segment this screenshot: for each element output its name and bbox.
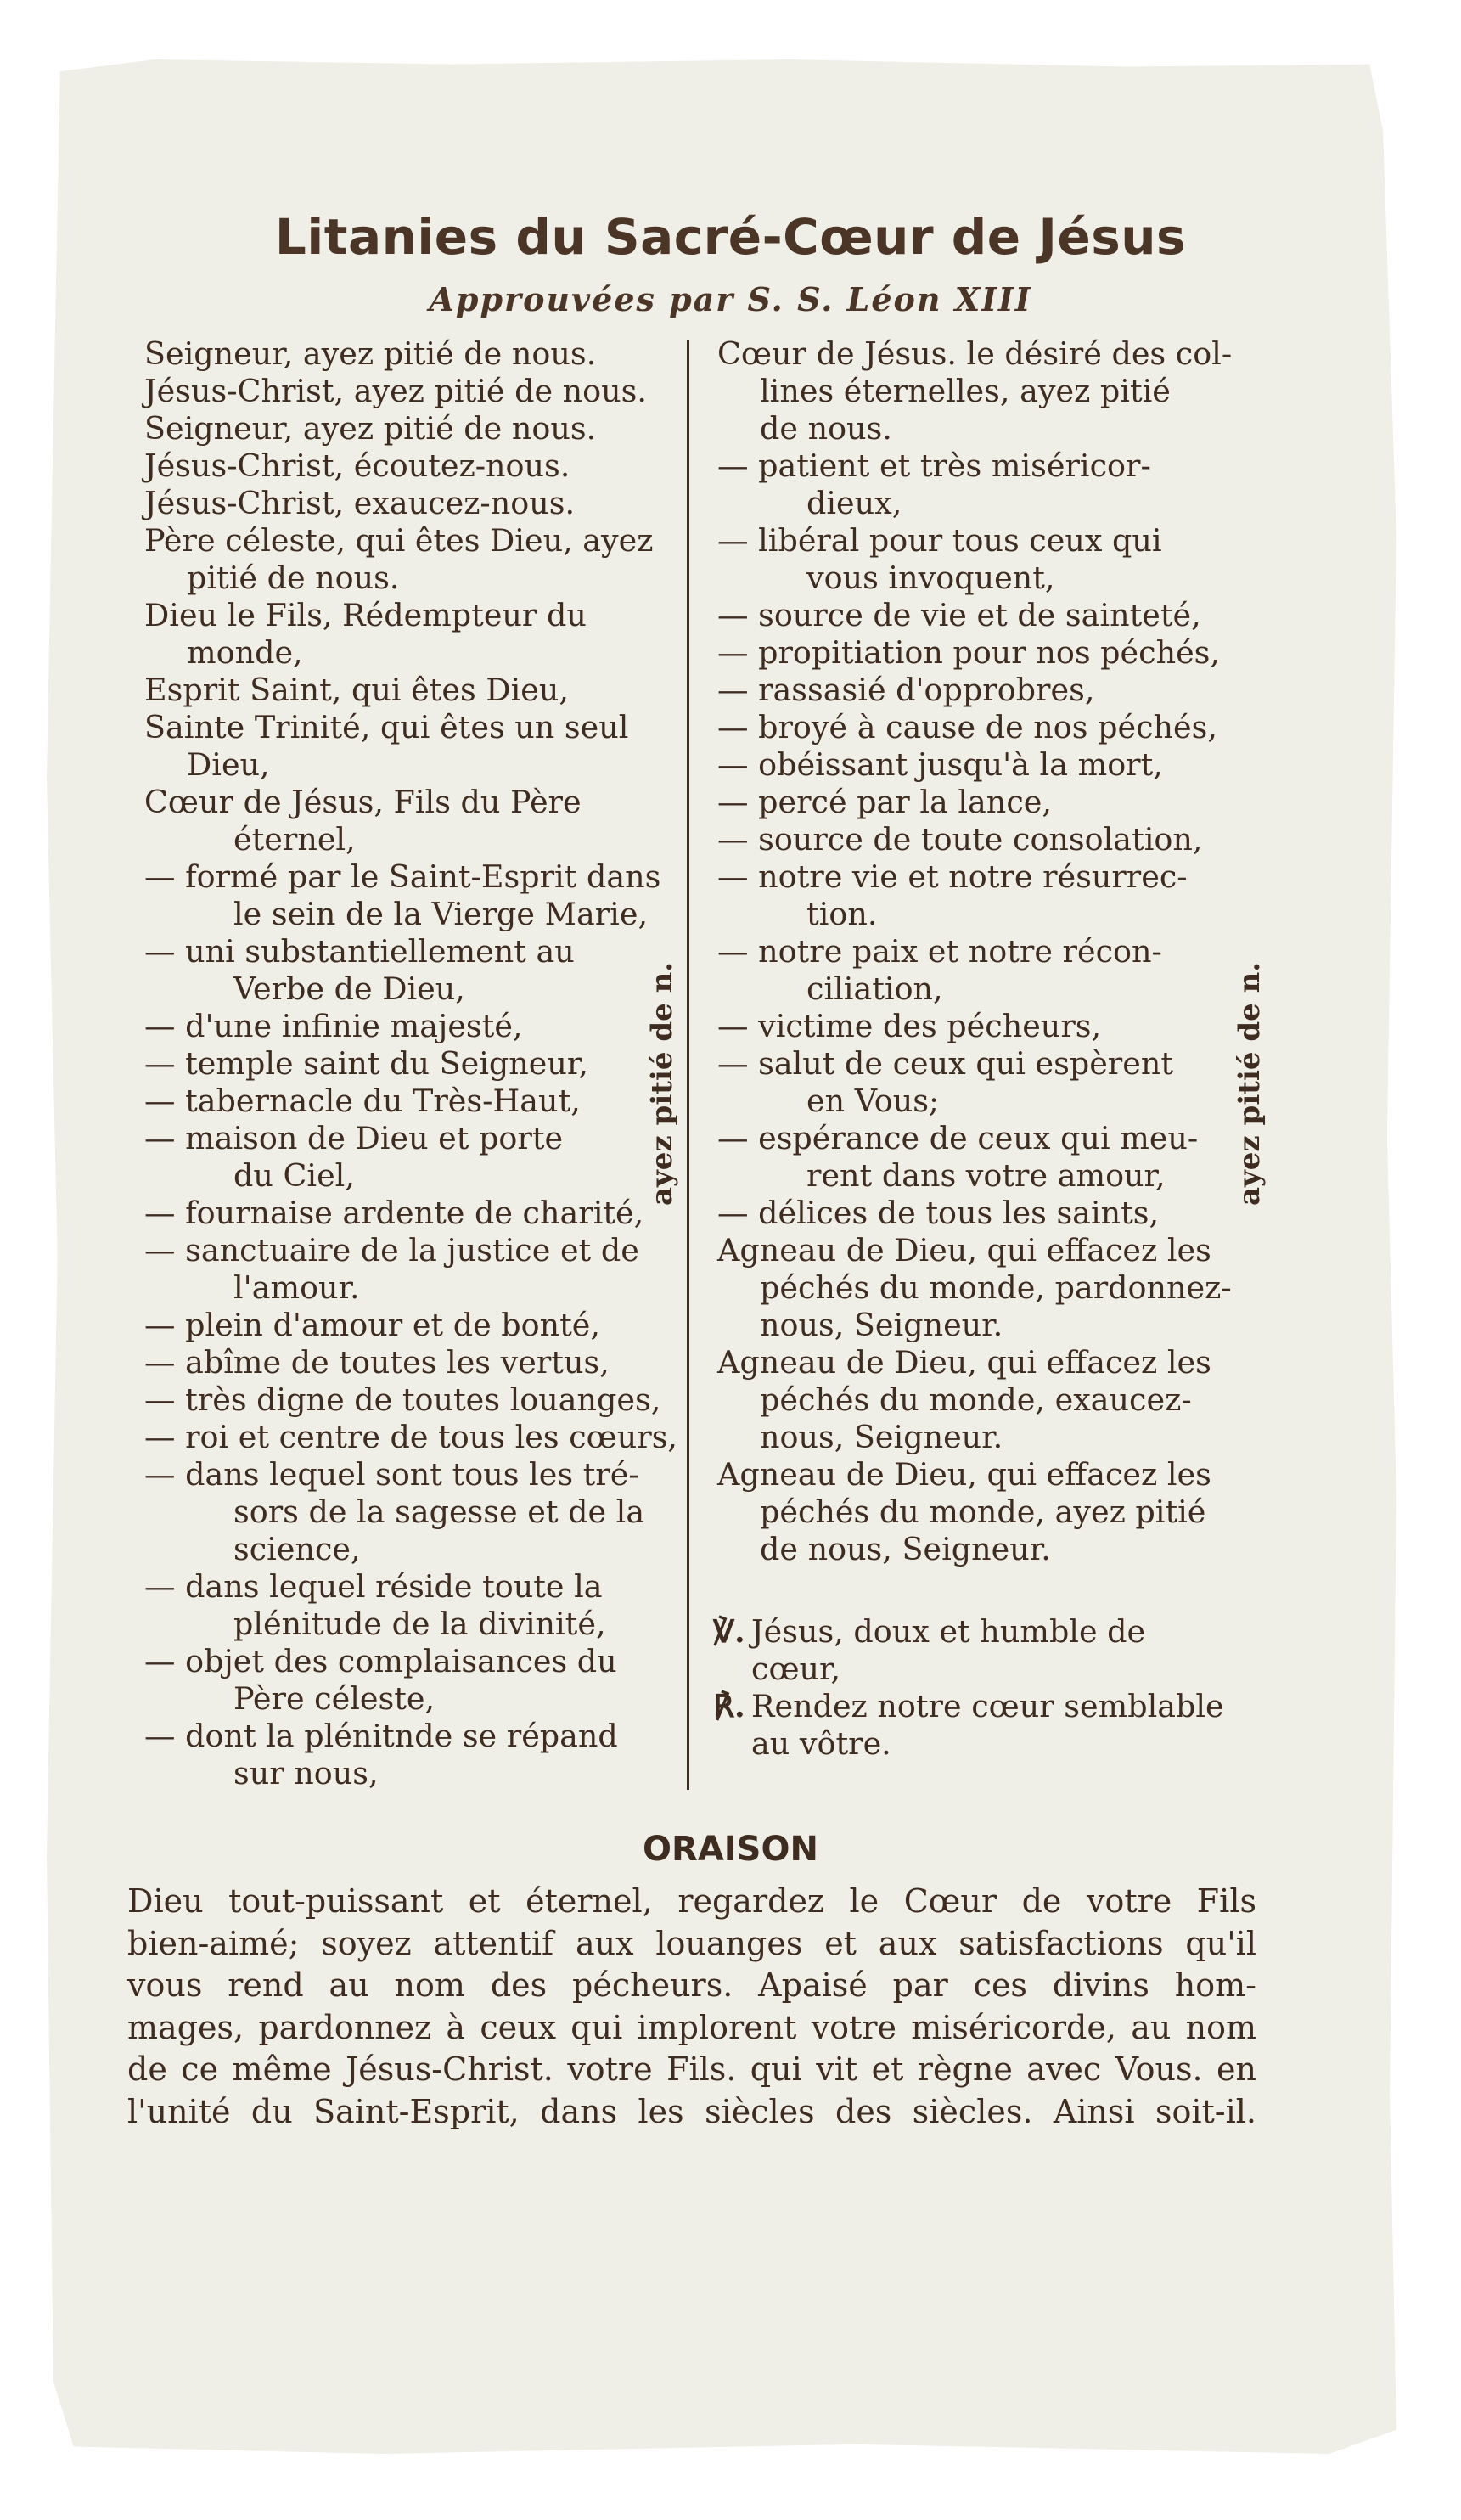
right-column-line: péchés du monde, exaucez-: [760, 1381, 1192, 1418]
right-column-line: — source de vie et de sainteté,: [717, 597, 1201, 633]
right-column-line: nous, Seigneur.: [760, 1419, 1003, 1455]
side-refrain-right: ayez pitié de n.: [1233, 961, 1267, 1206]
response-line1: Rendez notre cœur semblable: [751, 1688, 1224, 1724]
left-column-line: — sanctuaire de la justice et de: [144, 1232, 639, 1268]
left-column-line: — formé par le Saint-Esprit dans: [144, 858, 661, 895]
left-column-line: — objet des complaisances du: [144, 1643, 617, 1679]
right-column-line: Cœur de Jésus. le désiré des col-: [717, 335, 1233, 372]
left-column-line: Seigneur, ayez pitié de nous.: [144, 410, 597, 447]
right-column-line: en Vous;: [806, 1083, 940, 1119]
right-column-line: rent dans votre amour,: [806, 1157, 1166, 1194]
left-column: [144, 335, 688, 1792]
left-column-line: Sainte Trinité, qui êtes un seul: [144, 709, 629, 745]
right-column-line: — percé par la lance,: [717, 784, 1052, 820]
oraison-line: bien-aimé; soyez attentif aux louanges et aux satisfactions qu'il: [127, 1924, 1256, 1962]
left-column-line: Père céleste, qui êtes Dieu, ayez: [144, 522, 654, 559]
left-column-line: — dans lequel sont tous les tré-: [144, 1456, 639, 1493]
right-column-line: — délices de tous les saints,: [717, 1195, 1160, 1231]
left-column-line: — d'une infinie majesté,: [144, 1008, 523, 1044]
left-column-line: Cœur de Jésus, Fils du Père: [144, 784, 582, 820]
left-column-line: — dans lequel réside toute la: [144, 1568, 603, 1605]
oraison-line: vous rend au nom des pécheurs. Apaisé par ces divins hom-: [127, 1966, 1256, 2004]
versicle-line2: cœur,: [751, 1651, 841, 1687]
versicle-response: [713, 1613, 1273, 1763]
left-column-line: sors de la sagesse et de la: [233, 1493, 645, 1530]
right-column-line: — propitiation pour nos péchés,: [717, 634, 1221, 671]
oraison-line: l'unité du Saint-Esprit, dans les siècles des siècles. Ainsi soit-il.: [127, 2092, 1256, 2130]
right-column-line: — obéissant jusqu'à la mort,: [717, 746, 1163, 783]
left-column-line: — temple saint du Seigneur,: [144, 1045, 588, 1082]
left-column-line: pitié de nous.: [187, 560, 400, 596]
left-column-line: Dieu,: [187, 746, 270, 783]
left-column-line: science,: [233, 1531, 361, 1567]
left-column-line: — plein d'amour et de bonté,: [144, 1307, 600, 1343]
side-refrain-left: ayez pitié de n.: [645, 961, 679, 1206]
left-column-line: plénitude de la divinité,: [233, 1606, 606, 1642]
left-column-line: du Ciel,: [233, 1157, 355, 1194]
right-column-line: de nous.: [760, 410, 892, 447]
left-column-line: monde,: [187, 634, 303, 671]
left-column-line: — maison de Dieu et porte: [144, 1120, 564, 1156]
page-subtitle: Approuvées par S. S. Léon XIII: [429, 280, 1032, 318]
right-column-line: dieux,: [806, 485, 902, 521]
left-column-line: — très digne de toutes louanges,: [144, 1381, 661, 1418]
left-column-line: — roi et centre de tous les cœurs,: [144, 1419, 678, 1455]
right-column-line: — libéral pour tous ceux qui: [717, 522, 1162, 559]
right-column-line: vous invoquent,: [806, 560, 1055, 596]
right-column-line: nous, Seigneur.: [760, 1307, 1003, 1343]
right-column-line: — broyé à cause de nos péchés,: [717, 709, 1217, 745]
oraison-heading: ORAISON: [643, 1830, 818, 1869]
right-column-line: péchés du monde, pardonnez-: [760, 1269, 1232, 1306]
left-column-line: Jésus-Christ, exaucez-nous.: [144, 485, 576, 521]
oraison-line: de ce même Jésus-Christ. votre Fils. qui vit et règne avec Vous. en: [127, 2050, 1256, 2088]
right-column-line: Agneau de Dieu, qui effacez les: [717, 1344, 1211, 1381]
right-column-line: lines éternelles, ayez pitié: [760, 373, 1171, 409]
right-column-line: de nous, Seigneur.: [760, 1531, 1051, 1567]
oraison-text: [127, 1881, 1256, 2133]
left-column-line: Jésus-Christ, écoutez-nous.: [144, 447, 570, 484]
right-column-line: — salut de ceux qui espèrent: [717, 1045, 1174, 1082]
left-column-line: éternel,: [233, 821, 356, 858]
column-divider: [687, 340, 689, 1790]
left-column-line: — dont la plénitnde se répand: [144, 1718, 618, 1754]
right-column-line: — patient et très miséricor-: [717, 447, 1151, 484]
page-title: Litanies du Sacré-Cœur de Jésus: [274, 208, 1187, 266]
left-column-line: sur nous,: [233, 1755, 379, 1792]
right-column-line: péchés du monde, ayez pitié: [760, 1493, 1206, 1530]
right-column-line: ciliation,: [806, 970, 943, 1007]
response-symbol: ℟.: [713, 1688, 745, 1724]
versicle-line1: Jésus, doux et humble de: [751, 1613, 1146, 1650]
right-column-line: — notre paix et notre récon-: [717, 933, 1162, 970]
left-column-line: Père céleste,: [233, 1680, 435, 1717]
oraison-line: mages, pardonnez à ceux qui implorent votre miséricorde, au nom: [127, 2008, 1256, 2046]
right-column: [717, 335, 1273, 1568]
right-column-line: — espérance de ceux qui meu-: [717, 1120, 1199, 1156]
response-line2: au vôtre.: [751, 1725, 891, 1762]
left-column-line: le sein de la Vierge Marie,: [233, 896, 649, 932]
left-column-line: Esprit Saint, qui êtes Dieu,: [144, 672, 569, 708]
versicle: [713, 1613, 1273, 1651]
response: [713, 1688, 1273, 1725]
right-column-line: Agneau de Dieu, qui effacez les: [717, 1456, 1211, 1493]
left-column-line: Dieu le Fils, Rédempteur du: [144, 597, 587, 633]
oraison-line: Dieu tout-puissant et éternel, regardez le Cœur de votre Fils: [127, 1882, 1256, 1920]
left-column-line: — tabernacle du Très-Haut,: [144, 1083, 581, 1119]
left-column-line: — abîme de toutes les vertus,: [144, 1344, 610, 1381]
right-column-line: — rassasié d'opprobres,: [717, 672, 1095, 708]
left-column-line: — fournaise ardente de charité,: [144, 1195, 644, 1231]
left-column-line: Seigneur, ayez pitié de nous.: [144, 335, 597, 372]
right-column-line: — notre vie et notre résurrec-: [717, 858, 1188, 895]
left-column-line: Jésus-Christ, ayez pitié de nous.: [144, 373, 647, 409]
left-column-line: l'amour.: [233, 1269, 360, 1306]
right-column-line: — source de toute consolation,: [717, 821, 1203, 858]
right-column-line: tion.: [806, 896, 878, 932]
right-column-line: — victime des pécheurs,: [717, 1008, 1102, 1044]
left-column-line: Verbe de Dieu,: [233, 970, 465, 1007]
versicle-symbol: ℣.: [713, 1613, 745, 1650]
right-column-line: Agneau de Dieu, qui effacez les: [717, 1232, 1211, 1268]
left-column-line: — uni substantiellement au: [144, 933, 575, 970]
